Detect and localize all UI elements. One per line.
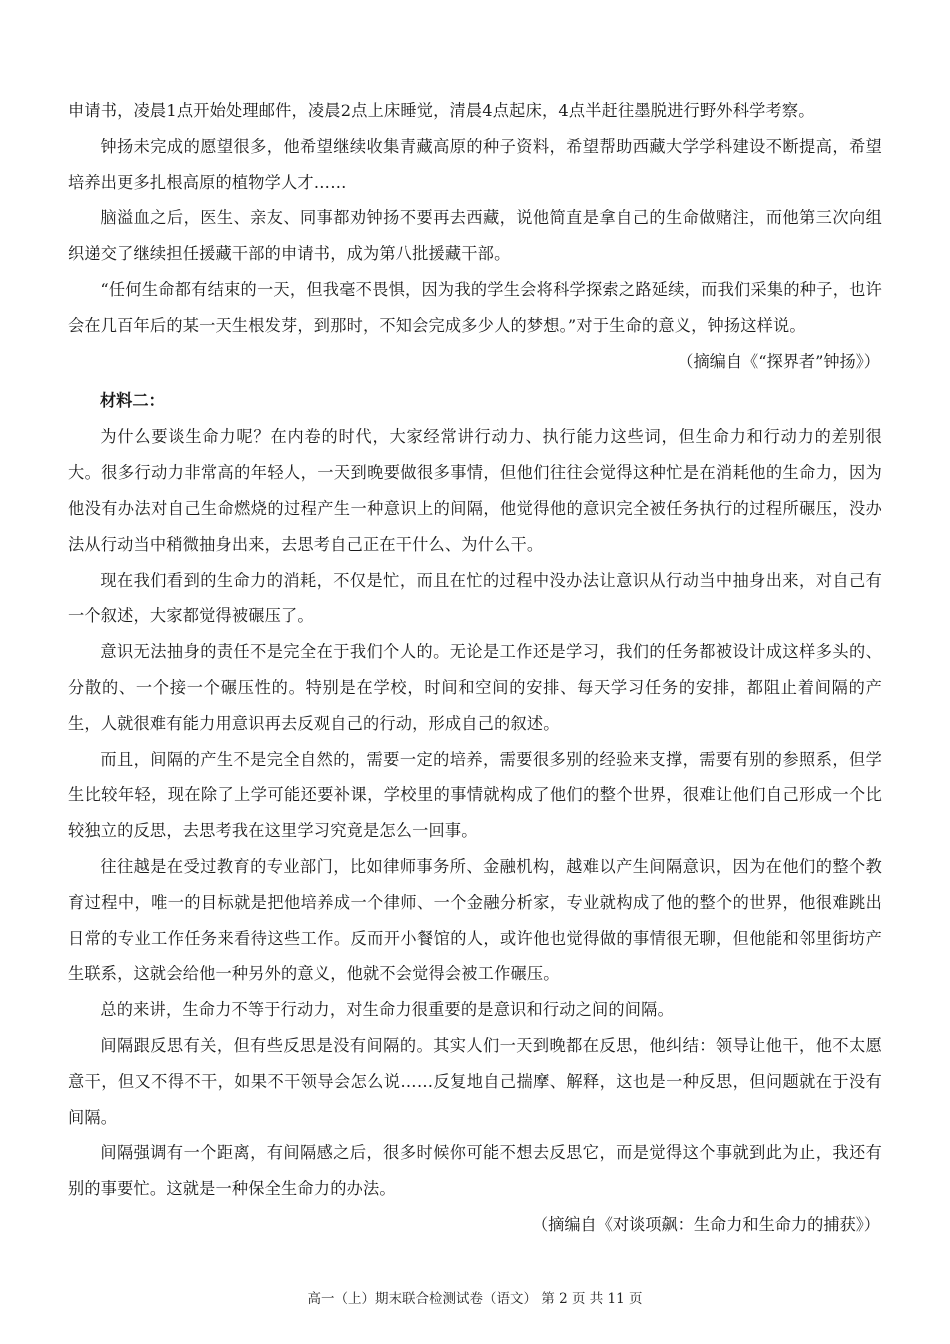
source-citation-material1: （摘编自《“探界者”钟扬》）	[677, 351, 880, 371]
source-citation-material2: （摘编自《对谈项飙：生命力和生命力的捕获》）	[531, 1214, 880, 1234]
paragraph-material2-3: 意识无法抽身的责任不是完全在于我们个人的。无论是工作还是学习，我们的任务都被设计成这样多头的、分散的、一个接一个碾压性的。特别是在学校，时间和空间的安排、每天学习任务的安排，都阻止着间隔的产生，人就很难有能力用意识再去反观自己的行动，形成自己的叙述。	[68, 642, 882, 733]
paragraph-material2-7: 间隔跟反思有关，但有些反思是没有间隔的。其实人们一天到晚都在反思，他纠结：领导让他干，他不太愿意干，但又不得不干，如果不干领导会怎么说……反复地自己揣摩、解释，这也是一种反思，但问题就在于没有间隔。	[68, 1035, 882, 1127]
paragraph-material2-8: 间隔强调有一个距离，有间隔感之后，很多时候你可能不想去反思它，而是觉得这个事就到此为止，我还有别的事要忙。这就是一种保全生命力的办法。	[68, 1143, 882, 1199]
section-heading-material2: 材料二：	[100, 391, 165, 411]
paragraph-material2-2: 现在我们看到的生命力的消耗，不仅是忙，而且在忙的过程中没办法让意识从行动当中抽身出来，对自己有一个叙述，大家都觉得被碾压了。	[68, 570, 882, 626]
page-footer: 高一（上）期末联合检测试卷（语文） 第 2 页 共 11 页	[307, 1291, 643, 1307]
paragraph-material2-1: 为什么要谈生命力呢？在内卷的时代，大家经常讲行动力、执行能力这些词，但生命力和行动力的差别很大。很多行动力非常高的年轻人，一天到晚要做很多事情，但他们往往会觉得这种忙是在消耗他的生命力，因为他没有办法对自己生命燃烧的过程产生一种意识上的间隔，他觉得他的意识完全被任务执行的过程所碾压，没办法从行动当中稍微抽身出来，去思考自己正在干什么、为什么干。	[68, 427, 882, 554]
paragraph-continued: 申请书，凌晨1点开始处理邮件，凌晨2点上床睡觉，清晨4点起床，4点半赶往墨脱进行野外科学考察。	[68, 101, 815, 120]
paragraph-wishes: 钟扬未完成的愿望很多，他希望继续收集青藏高原的种子资料，希望帮助西藏大学学科建设不断提高，希望培养出更多扎根高原的植物学人才……	[68, 136, 882, 192]
paragraph-stroke: 脑溢血之后，医生、亲友、同事都劝钟扬不要再去西藏，说他简直是拿自己的生命做赌注，而他第三次向组织递交了继续担任援藏干部的申请书，成为第八批援藏干部。	[68, 208, 882, 264]
paragraph-quote: “任何生命都有结束的一天，但我毫不畏惧，因为我的学生会将科学探索之路延续，而我们采集的种子，也许会在几百年后的某一天生根发芽，到那时，不知会完成多少人的梦想。”对于生命的意义，钟扬这样说。	[68, 279, 882, 335]
paragraph-material2-4: 而且，间隔的产生不是完全自然的，需要一定的培养，需要很多别的经验来支撑，需要有别的参照系，但学生比较年轻，现在除了上学可能还要补课，学校里的事情就构成了他们的整个世界，很难让他们自己形成一个比较独立的反思，去思考我在这里学习究竟是怎么一回事。	[68, 749, 882, 841]
page-content	[68, 93, 882, 1243]
paragraph-material2-5: 往往越是在受过教育的专业部门，比如律师事务所、金融机构，越难以产生间隔意识，因为在他们的整个教育过程中，唯一的目标就是把他培养成一个律师、一个金融分析家，专业就构成了他的整个的世界，他很难跳出日常的专业工作任务来看待这些工作。反而开小餐馆的人，或许他也觉得做的事情很无聊，但他能和邻里街坊产生联系，这就会给他一种另外的意义，他就不会觉得会被工作碾压。	[68, 856, 882, 984]
paragraph-material2-6: 总的来讲，生命力不等于行动力，对生命力很重要的是意识和行动之间的间隔。	[100, 1000, 674, 1020]
